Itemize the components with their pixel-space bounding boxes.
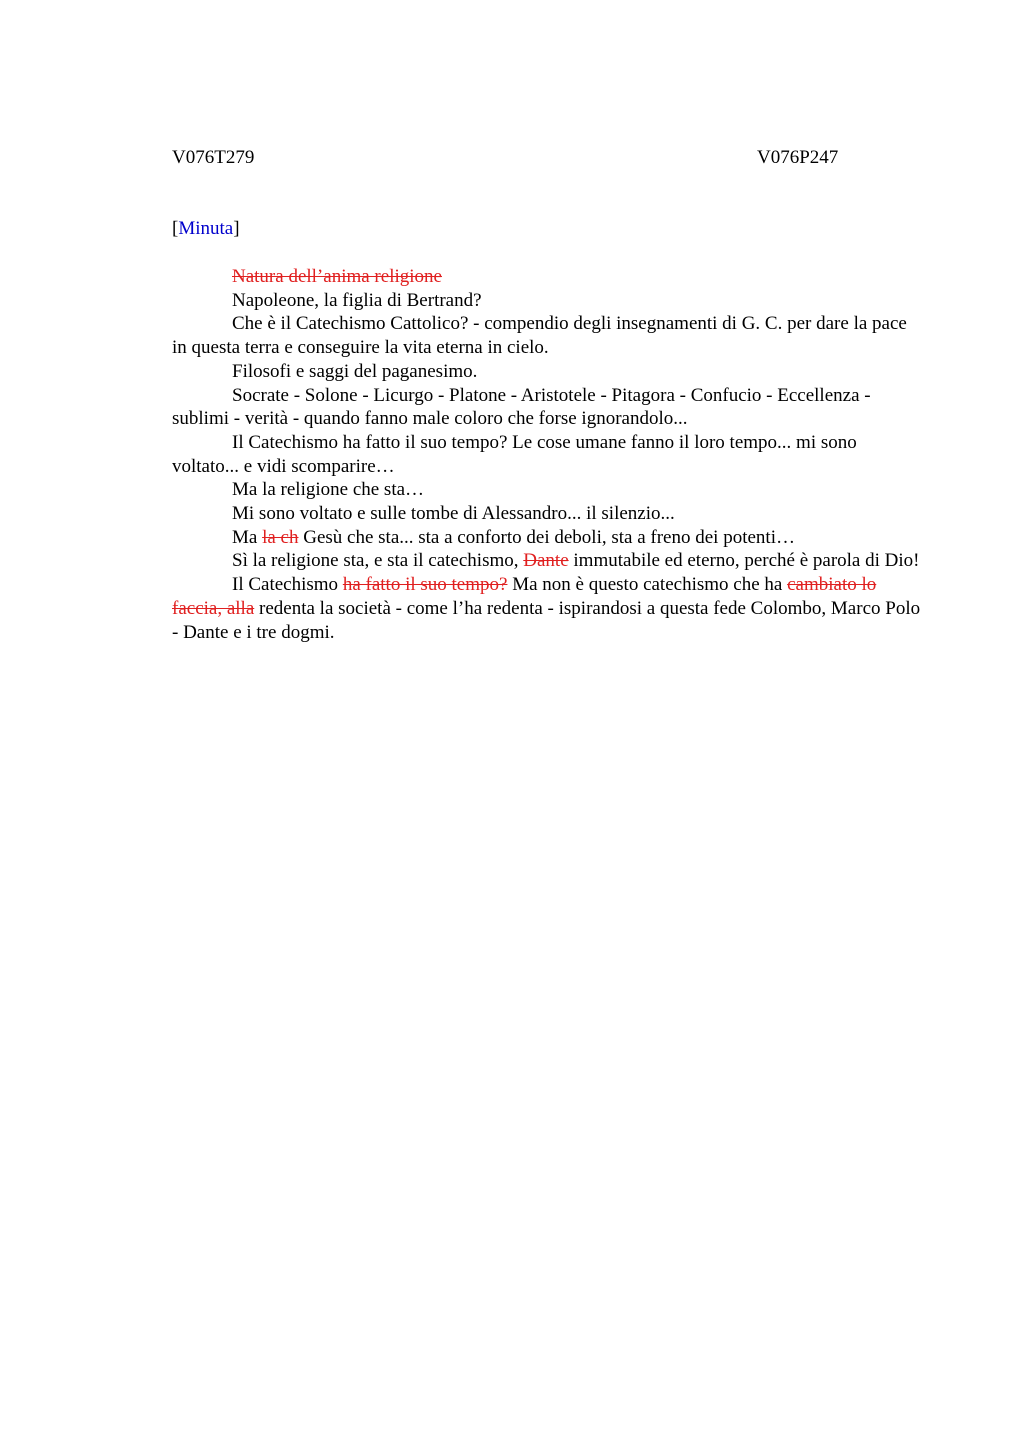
text-segment: immutabile ed eterno, perché è parola di Dio! [568,550,920,572]
paragraph-9 [172,526,924,550]
paragraph-8: Mi sono voltato e sulle tombe di Alessandro... il silenzio... [232,503,675,525]
text-segment: Sì la religione sta, e sta il catechismo, [232,550,524,572]
paragraph-11 [172,573,924,644]
paragraph-6: Il Catechismo ha fatto il suo tempo? Le cose umane fanno il loro tempo... mi sono voltato... e vidi scomparire… [172,431,857,477]
document-body [172,265,924,644]
text-segment: Ma non è questo catechismo che ha [507,574,788,596]
document-code-right: V076P247 [757,147,839,168]
deleted-text: ha fatto il suo tempo? [342,574,508,596]
deleted-text: Natura dell’anima religione [232,266,442,287]
text-segment: Gesù che sta... sta a conforto dei deboli, sta a freno dei potenti… [298,526,795,548]
paragraph-4: Filosofi e saggi del paganesimo. [232,360,478,382]
draft-label [172,217,240,241]
deleted-text: Dante [523,550,569,572]
paragraph-1 [172,265,924,289]
deleted-text: la ch [262,526,299,548]
text-segment: redenta la società - come l’ha redenta - ispirandosi a questa fede Colombo, Marco Polo - Dante e i tre dogmi. [172,597,921,643]
draft-label-word: Minuta [178,218,234,239]
paragraph-3: Che è il Catechismo Cattolico? - compendio degli insegnamenti di G. C. per dare la pace in questa terra e conseguire la vita eterna in cielo. [172,313,907,359]
paragraph-5: Socrate - Solone - Licurgo - Platone - Aristotele - Pitagora - Confucio - Eccellenza - sublimi - verità - quando fanno male coloro che forse ignorandolo... [172,384,871,430]
paragraph-7: Ma la religione che sta… [232,479,425,501]
document-code-left: V076T279 [172,147,255,168]
text-segment: Ma [232,526,263,548]
text-segment: Il Catechismo [232,574,343,596]
paragraph-2: Napoleone, la figlia di Bertrand? [232,289,482,311]
deleted-text: cambiato lo faccia, alla [172,574,877,619]
bracket-close: ] [233,218,240,239]
bracket-open: [ [172,218,179,239]
paragraph-10 [172,549,924,573]
